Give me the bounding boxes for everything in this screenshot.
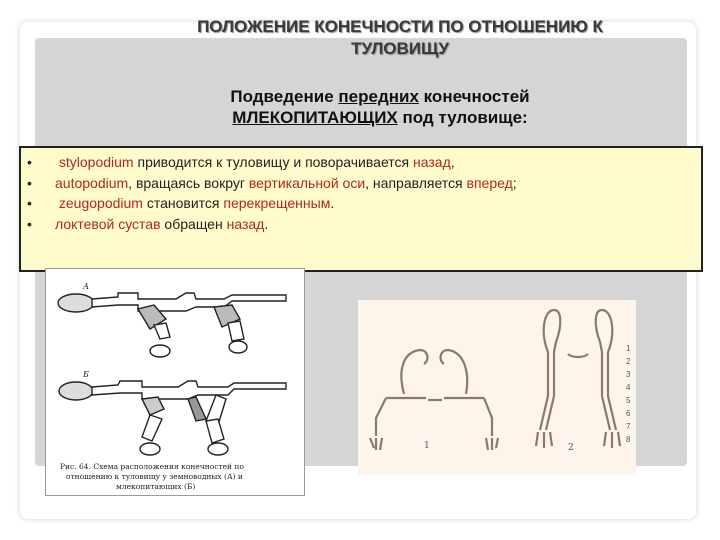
figure-label-b: Б (83, 370, 89, 379)
bullet-item (27, 214, 707, 235)
side-mark: 2 (626, 357, 631, 366)
title-line-2: ТУЛОВИЩУ (351, 39, 449, 58)
slide-title (150, 16, 650, 60)
bullet-text: , вращаясь вокруг (128, 174, 249, 191)
term-highlight: назад (226, 215, 265, 232)
diagram-label-2: 2 (568, 443, 574, 453)
term-highlight: zeugopodium (58, 195, 143, 211)
bullet-text: . (330, 195, 335, 211)
term-highlight: stylopodium (58, 154, 134, 170)
figure-caption-line-2: отношению к туловищу у земноводных (А) и (66, 472, 243, 481)
subtitle-part: Подведение (230, 87, 339, 106)
mammal-skeleton (59, 381, 286, 455)
bullet-item (27, 173, 707, 194)
bullet-list (27, 152, 707, 234)
bullet-icon: • (27, 154, 32, 170)
side-mark: 4 (626, 383, 631, 392)
amphibian-skeleton (58, 293, 286, 357)
term-highlight: локтевой сустав (55, 215, 161, 232)
side-mark: 7 (626, 422, 631, 431)
side-mark: 8 (626, 435, 631, 444)
bullet-text: , (450, 154, 455, 170)
side-mark: 5 (626, 396, 631, 405)
subtitle-part-underlined: МЛЕКОПИТАЮЩИХ (232, 108, 398, 127)
bullet-icon: • (27, 195, 32, 211)
title-line-1: ПОЛОЖЕНИЕ КОНЕЧНОСТИ ПО ОТНОШЕНИЮ К (197, 17, 603, 36)
bullet-text: ; (512, 174, 517, 191)
limb-frontal-drawing (358, 300, 636, 475)
figure-side-numbering (626, 342, 630, 446)
term-highlight: вертикальной оси (248, 174, 366, 191)
term-highlight: вперед (466, 174, 513, 191)
bullet-text: приводится к туловищу и поворачивается (133, 154, 413, 170)
bullet-item (27, 152, 707, 173)
subtitle-part: конечностей (418, 87, 530, 106)
term-highlight: перекрещенным (223, 195, 331, 211)
bullet-text: . (264, 215, 269, 232)
term-highlight: назад (413, 154, 451, 170)
bullet-text: , направляется (365, 174, 467, 191)
figure-caption-line-1: Рис. 64. Схема расположения конечностей по (60, 462, 244, 471)
bullet-icon: • (27, 215, 32, 232)
subtitle-part-underlined: передних (338, 87, 419, 106)
limb-frontal-figure (358, 300, 636, 475)
side-mark: 3 (626, 370, 631, 379)
bullet-icon: • (27, 174, 32, 191)
bullet-item (27, 193, 707, 214)
bullet-text: становится (142, 195, 224, 211)
figure-label-a: А (83, 282, 90, 291)
slide-subtitle (120, 86, 640, 128)
limb-schematic-drawing (46, 269, 304, 495)
subtitle-part: под туловище: (397, 108, 528, 127)
diagram-label-1: 1 (424, 441, 430, 451)
term-highlight: autopodium (55, 174, 129, 191)
diagram-upright-limbs (536, 310, 620, 448)
diagram-sprawling-limbs (370, 350, 498, 450)
limb-schematic-figure (45, 268, 305, 496)
figure-caption-line-3: млекопитающих (Б) (116, 482, 196, 491)
side-mark: 1 (626, 344, 631, 353)
side-mark: 6 (626, 409, 631, 418)
bullet-text: обращен (160, 215, 227, 232)
